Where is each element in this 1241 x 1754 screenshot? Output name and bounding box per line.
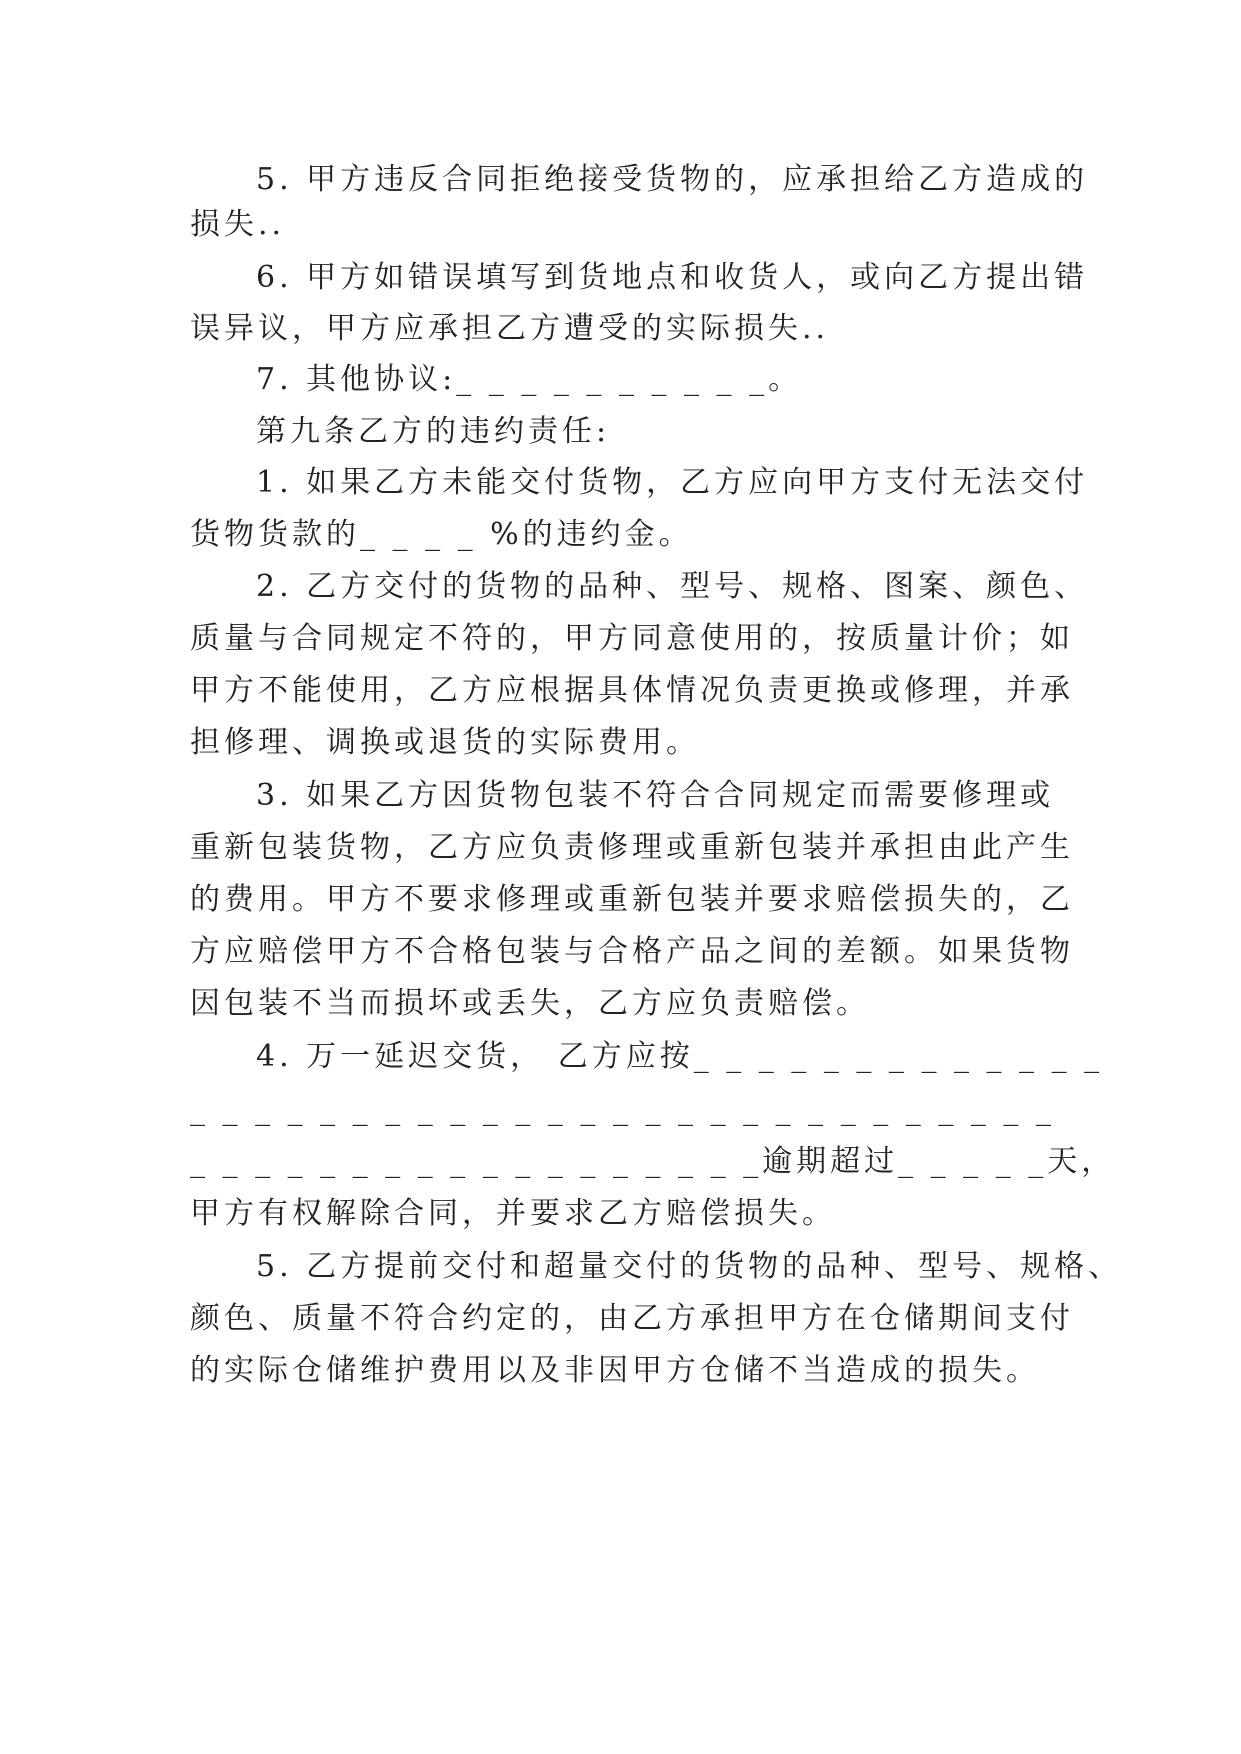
text-line: 的费用。甲方不要求修理或重新包装并要求赔偿损失的，乙: [190, 882, 1074, 917]
text-line: 5. 乙方提前交付和超量交付的货物的品种、型号、规格、: [256, 1249, 1123, 1284]
text-line: _ _ _ _ _ _ _ _ _ _ _ _ _ _ _ _ _ _ _ _ _ _ _ _ _ _ _: [190, 1092, 1055, 1127]
text-line: 7. 其他协议:_ _ _ _ _ _ _ _ _ _。: [256, 362, 803, 397]
section-heading: 第九条乙方的违约责任:: [256, 414, 611, 449]
text-line: 甲方有权解除合同，并要求乙方赔偿损失。: [190, 1196, 836, 1231]
text-line: 的实际仓储维护费用以及非因甲方仓储不当造成的损失。: [190, 1353, 1040, 1388]
text-line: 方应赔偿甲方不合格包装与合格产品之间的差额。如果货物: [190, 934, 1074, 969]
text-line: 1. 如果乙方未能交付货物，乙方应向甲方支付无法交付: [256, 465, 1089, 500]
text-line: 2. 乙方交付的货物的品种、型号、规格、图案、颜色、: [256, 569, 1089, 604]
text-line: 3. 如果乙方因货物包装不符合合同规定而需要修理或: [256, 778, 1055, 813]
text-line: 甲方不能使用，乙方应根据具体情况负责更换或修理，并承: [190, 673, 1074, 708]
text-line: 因包装不当而损坏或丢失，乙方应负责赔偿。: [190, 986, 870, 1021]
text-line: _ _ _ _ _ _ _ _ _ _ _ _ _ _ _ _ _ _逾期超过_ _ _ _ _天，: [190, 1144, 1116, 1179]
text-line: 6. 甲方如错误填写到货地点和收货人，或向乙方提出错: [256, 260, 1089, 295]
text-line: 货物货款的_ _ _ _ %的违约金。: [190, 517, 693, 552]
text-line: 担修理、调换或退货的实际费用。: [190, 725, 700, 760]
text-line: 质量与合同规定不符的，甲方同意使用的，按质量计价；如: [190, 621, 1074, 656]
text-line: 颜色、质量不符合约定的，由乙方承担甲方在仓储期间支付: [190, 1301, 1074, 1336]
text-line: 误异议，甲方应承担乙方遭受的实际损失..: [190, 311, 830, 346]
text-line: 5. 甲方违反合同拒绝接受货物的，应承担给乙方造成的: [256, 162, 1089, 197]
text-line: 重新包装货物，乙方应负责修理或重新包装并承担由此产生: [190, 830, 1074, 865]
text-line: 4. 万一延迟交货， 乙方应按_ _ _ _ _ _ _ _ _ _ _ _ _: [256, 1039, 1104, 1074]
text-line: 损失..: [190, 207, 286, 242]
